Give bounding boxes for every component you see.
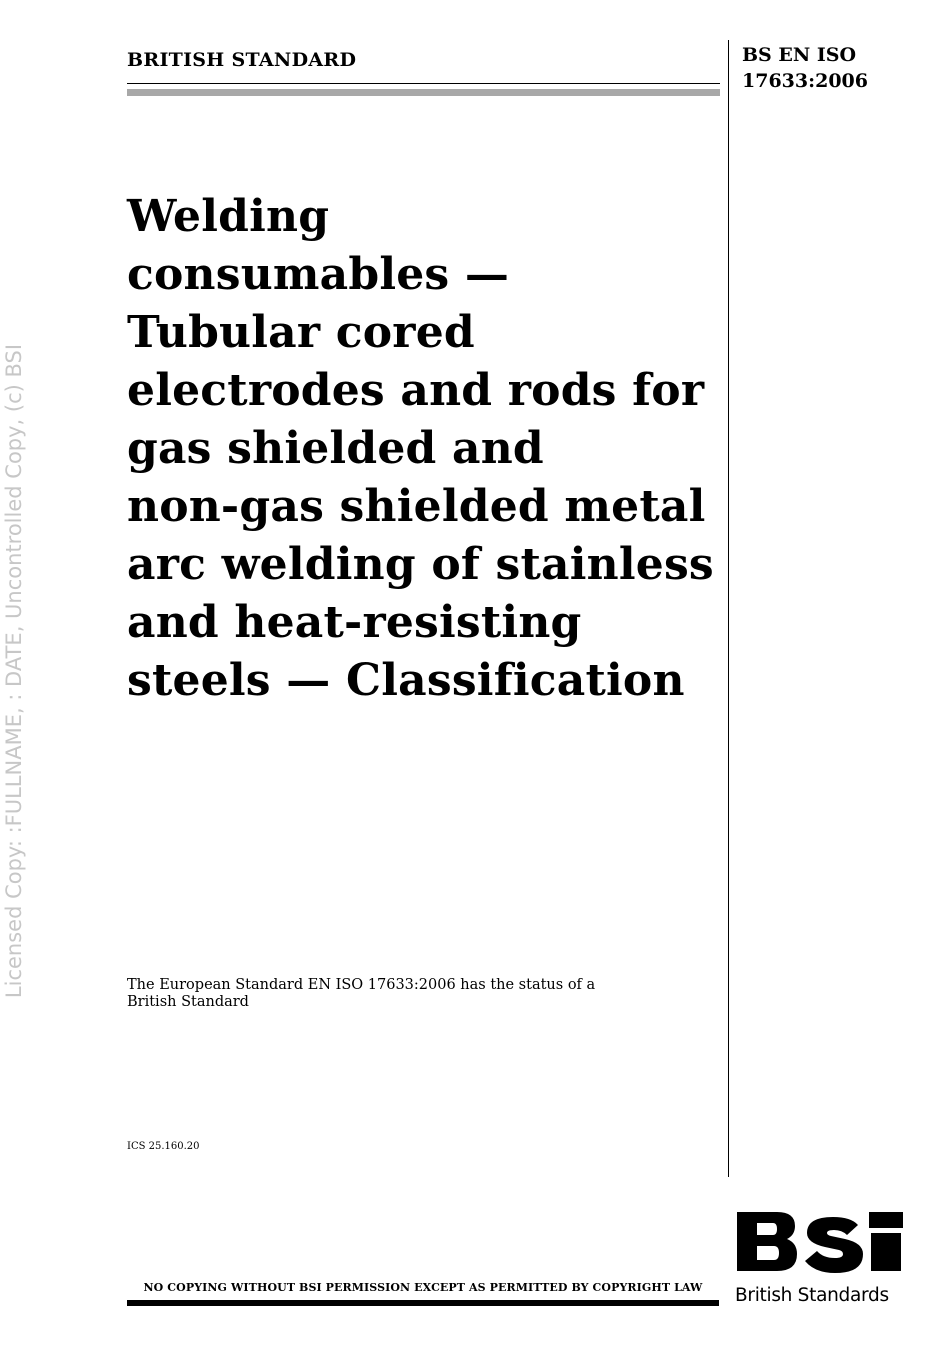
header-thin-rule (127, 83, 720, 84)
title-line: Welding (127, 191, 330, 242)
title-line: non-gas shielded metal (127, 481, 706, 532)
footer-black-rule (127, 1300, 719, 1306)
title-line: arc welding of stainless (127, 539, 714, 590)
bsi-logo-mark (735, 1209, 905, 1275)
bsi-logo-caption: British Standards (735, 1285, 889, 1306)
header-grey-rule (127, 89, 720, 96)
copyright-notice: NO COPYING WITHOUT BSI PERMISSION EXCEPT AS PERMITTED BY COPYRIGHT LAW (143, 1281, 703, 1294)
title-line: Tubular cored (127, 307, 475, 358)
title-line: electrodes and rods for (127, 365, 705, 416)
license-watermark: Licensed Copy: :FULLNAME, : DATE, Uncontrolled Copy, (c) BSI (2, 343, 26, 999)
vertical-divider (728, 40, 729, 1177)
standard-number (742, 42, 942, 94)
document-type-label: BRITISH STANDARD (127, 49, 357, 71)
standard-number-line-2: 17633:2006 (742, 70, 868, 92)
bsi-logo (735, 1209, 905, 1314)
standard-number-line-1: BS EN ISO (742, 44, 857, 66)
document-title (127, 188, 727, 710)
title-line: gas shielded and (127, 423, 544, 474)
title-line: consumables — (127, 249, 510, 300)
title-line: steels — Classification (127, 655, 685, 706)
ics-code: ICS 25.160.20 (127, 1141, 200, 1152)
status-line-1: The European Standard EN ISO 17633:2006 has the status of a (127, 977, 596, 993)
title-line: and heat-resisting (127, 597, 582, 648)
status-statement (127, 977, 687, 1011)
status-line-2: British Standard (127, 994, 249, 1010)
